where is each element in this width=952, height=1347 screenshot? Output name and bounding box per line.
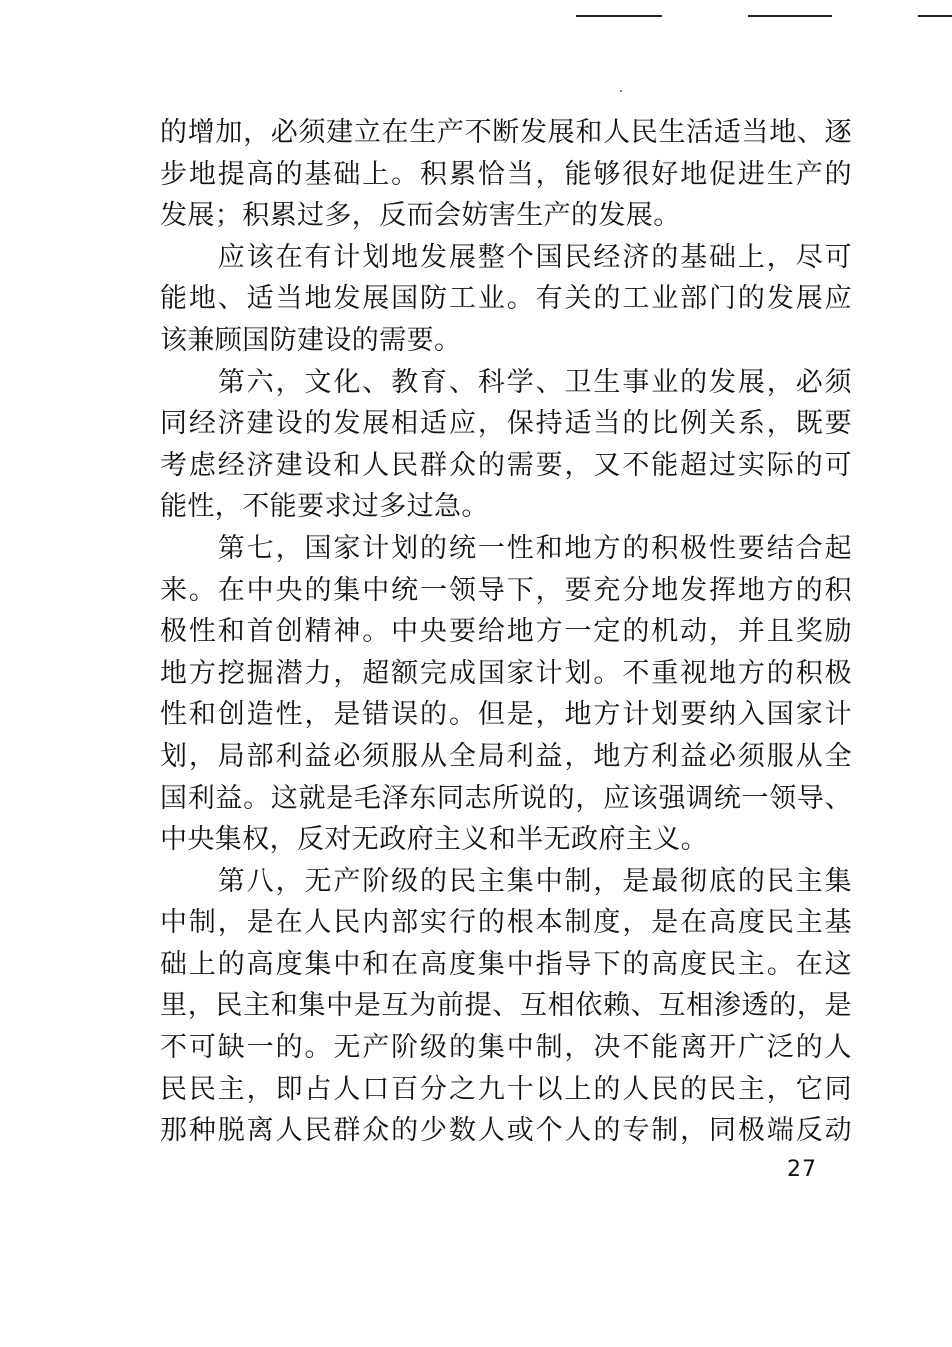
header-rule-right [918,15,952,17]
scan-speck [620,90,622,92]
text-line: 发展；积累过多，反而会妨害生产的发展。 [160,200,681,232]
text-line: 步地提高的基础上。积累恰当，能够很好地促进生产的 [160,158,852,190]
paragraph-accumulation [160,112,852,237]
text-line: 不可缺一的。无产阶级的集中制，决不能离开广泛的人 [160,1032,852,1064]
text-line: 第七，国家计划的统一性和地方的积极性要结合起 [160,532,852,564]
text-line: 第六，文化、教育、科学、卫生事业的发展，必须 [160,366,852,398]
text-line: 来。在中央的集中统一领导下，要充分地发挥地方的积 [160,574,852,606]
header-rule-middle [748,15,832,17]
text-line: 性和创造性，是错误的。但是，地方计划要纳入国家计 [160,699,852,731]
page-number: 27 [787,1157,817,1182]
body-text [160,112,852,1152]
text-line: 中央集权，反对无政府主义和半无政府主义。 [160,824,708,856]
text-line: 国利益。这就是毛泽东同志所说的，应该强调统一领导、 [160,782,852,814]
text-line: 该兼顾国防建设的需要。 [160,324,462,356]
text-line: 应该在有计划地发展整个国民经济的基础上，尽可 [160,241,852,273]
text-line: 里，民主和集中是互为前提、互相依赖、互相渗透的，是 [160,990,852,1022]
text-line: 同经济建设的发展相适应，保持适当的比例关系，既要 [160,408,852,440]
header-rule-left [576,15,662,17]
paragraph-defense-industry [160,237,852,362]
text-line: 划，局部利益必须服从全局利益，地方利益必须服从全 [160,740,852,772]
text-line: 中制，是在人民内部实行的根本制度，是在高度民主基 [160,907,852,939]
text-line: 第八，无产阶级的民主集中制，是最彻底的民主集 [160,865,852,897]
paragraph-point-eight [160,861,852,1152]
text-line: 极性和首创精神。中央要给地方一定的机动，并且奖励 [160,616,852,648]
text-line: 能地、适当地发展国防工业。有关的工业部门的发展应 [160,283,852,315]
text-line: 地方挖掘潜力，超额完成国家计划。不重视地方的积极 [160,657,852,689]
text-line: 民民主，即占人口百分之九十以上的人民的民主，它同 [160,1073,852,1105]
paragraph-point-six [160,362,852,528]
text-line: 能性，不能要求过多过急。 [160,491,489,523]
paragraph-point-seven [160,528,852,861]
text-line: 的增加，必须建立在生产不断发展和人民生活适当地、逐 [160,117,852,148]
text-line: 考虑经济建设和人民群众的需要，又不能超过实际的可 [160,449,852,481]
text-line: 那种脱离人民群众的少数人或个人的专制，同极端反动 [160,1115,852,1147]
text-line: 础上的高度集中和在高度集中指导下的高度民主。在这 [160,948,852,980]
